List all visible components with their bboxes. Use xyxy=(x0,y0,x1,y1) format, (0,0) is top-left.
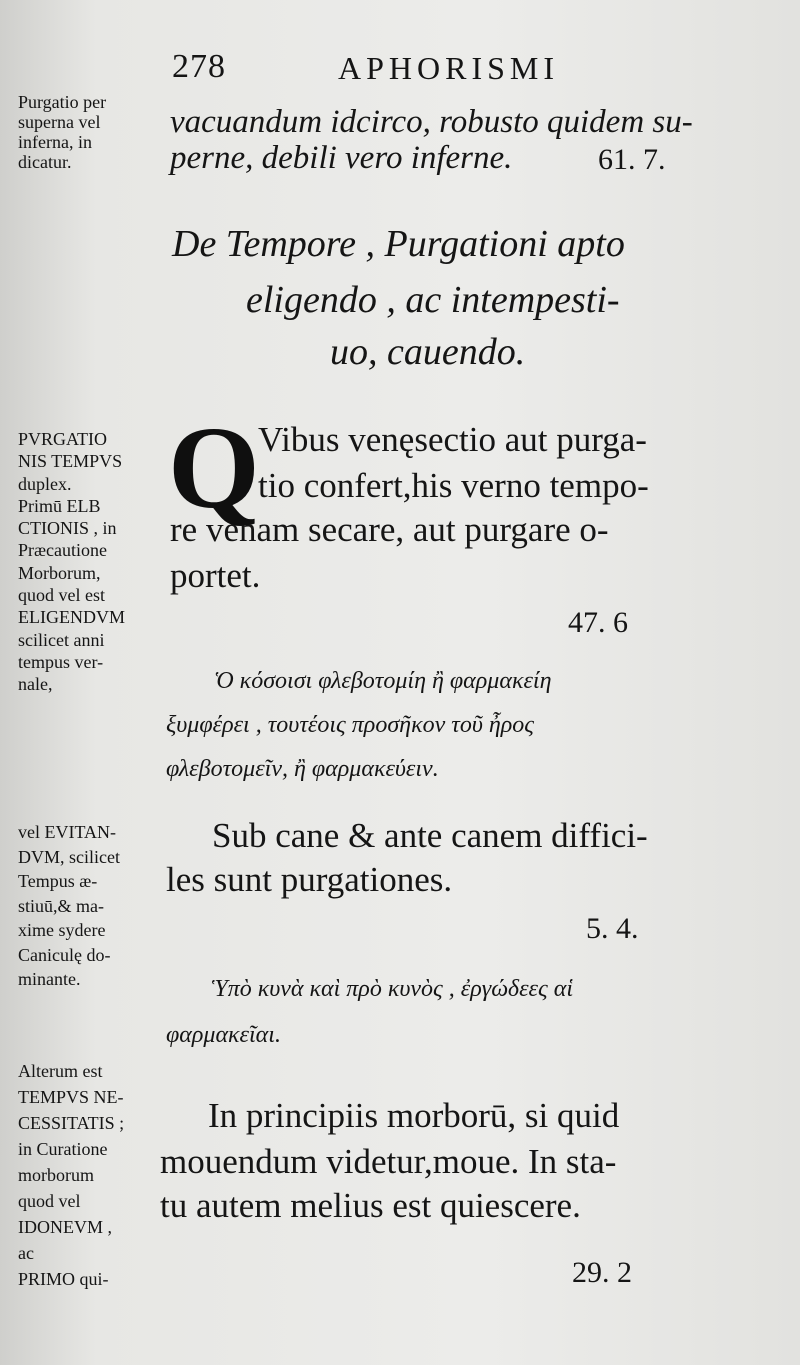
text-line: les sunt purgationes. xyxy=(166,860,453,899)
greek-text-line: φαρμακεῖαι. xyxy=(166,1022,281,1048)
text-line: portet. xyxy=(170,556,261,595)
aphorism-reference: 47. 6 xyxy=(568,606,628,639)
running-title: APHORISMI xyxy=(338,50,560,86)
aphorism-reference: 5. 4. xyxy=(586,912,639,945)
text-line: Vibus venęsectio aut purga- xyxy=(258,420,647,459)
text-line: tu autem melius est quiescere. xyxy=(160,1186,581,1225)
margin-note-necessitatis: Alterum est TEMPVS NE- CESSITATIS ; in Curatione morborum quod vel IDONEVM , ac PRIMO qui- xyxy=(18,1061,125,1289)
greek-text-line: ξυμφέρει , τουτέοις προσῆκον τοῦ ἦρος xyxy=(166,712,535,738)
section-heading: De Tempore , Purgationi apto xyxy=(172,223,625,265)
text-line: mouendum videtur,moue. In sta- xyxy=(160,1142,617,1181)
text-line: tio confert,his verno tempo- xyxy=(258,466,649,505)
page-number: 278 xyxy=(172,48,226,85)
margin-note-tempus: PVRGATIO NIS TEMPVS duplex. Primū ELB CTIONIS , in Præcautione Morborum, quod vel est ELIGENDVM scilicet anni tempus ver- nale, xyxy=(18,429,125,695)
text-line: vacuandum idcirco, robusto quidem su- xyxy=(170,104,693,140)
greek-text-line: Ὁ κόσοισι φλεβοτομίη ἢ φαρμακείη xyxy=(214,668,552,694)
text-line: re venam secare, aut purgare o- xyxy=(170,510,609,549)
text-line: perne, debili vero inferne. xyxy=(170,140,513,176)
drop-capital: Q xyxy=(168,402,260,533)
margin-note-purgatio: Purgatio per superna vel inferna, in dicatur. xyxy=(18,92,107,172)
aphorism-reference: 61. 7. xyxy=(598,143,666,176)
text-line: In principiis morborū, si quid xyxy=(208,1096,620,1135)
greek-text-line: Ὑπὸ κυνὰ καὶ πρὸ κυνὸς , ἐργώδεες αἱ xyxy=(212,976,574,1002)
aphorism-reference: 29. 2 xyxy=(572,1256,632,1289)
section-heading: uo, cauendo. xyxy=(330,331,526,373)
text-line: Sub cane & ante canem diffici- xyxy=(212,816,648,855)
section-heading: eligendo , ac intempesti- xyxy=(246,279,620,321)
margin-note-evitandum: vel EVITAN- DVM, scilicet Tempus æ- stiuū,& ma- xime sydere Caniculę do- minante. xyxy=(18,822,120,989)
greek-text-line: φλεβοτομεῖν, ἢ φαρμακεύειν. xyxy=(166,756,439,782)
